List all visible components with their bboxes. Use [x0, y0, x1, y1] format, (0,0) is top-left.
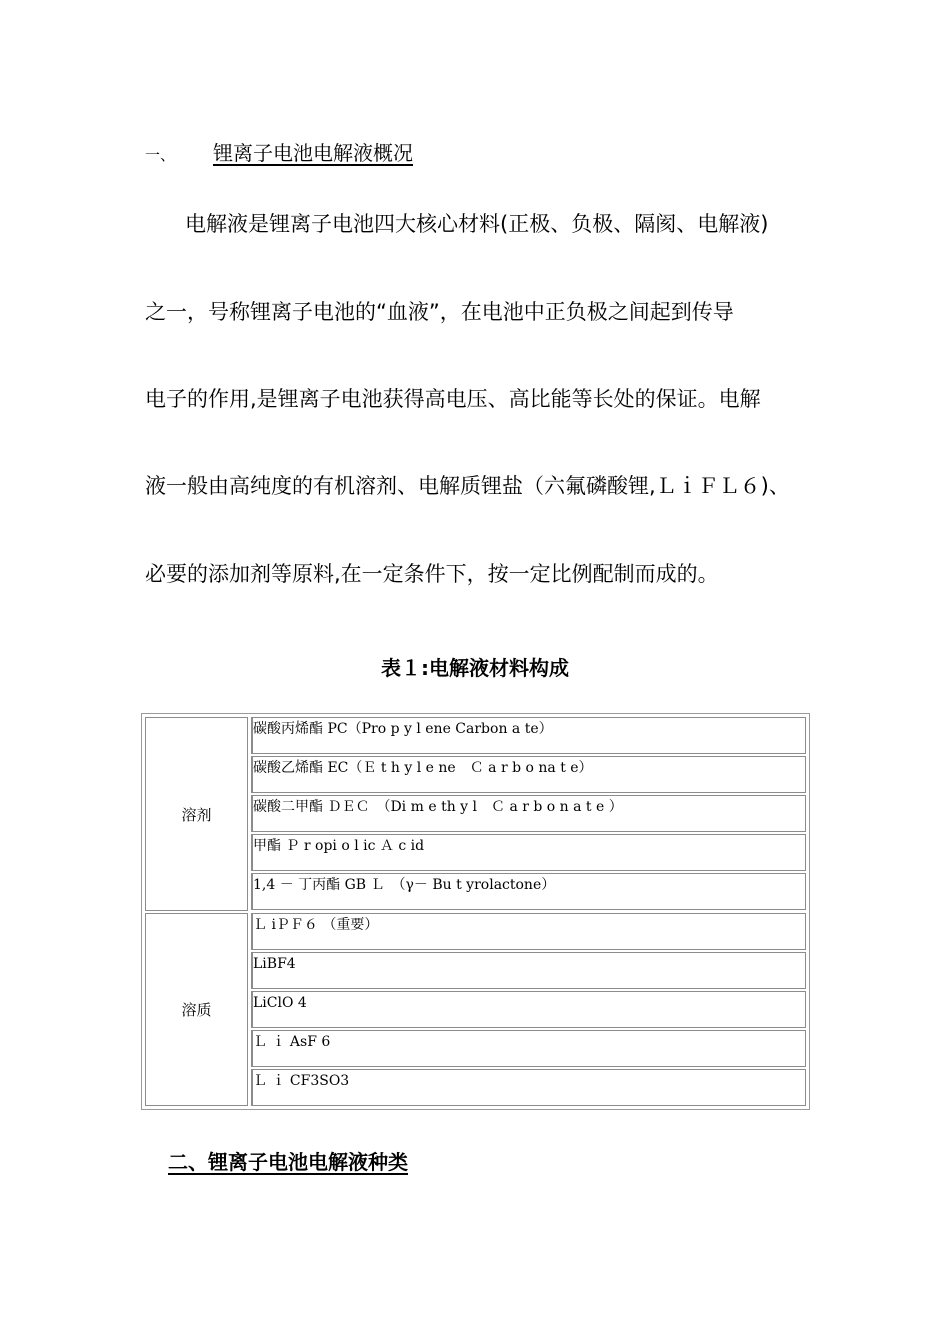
table-group-solute	[145, 913, 806, 1106]
table-group-solvent	[145, 717, 806, 911]
paragraph-line-5: 必要的添加剂等原料,在一定条件下，按一定比例配制而成的。	[145, 562, 719, 586]
section-1-number: 一、	[145, 146, 176, 164]
paragraph-line-4: 液一般由高纯度的有机溶剂、电解质锂盐（六氟磷酸锂,ＬｉＦＬ６)、	[145, 474, 790, 498]
table-cell: 1,4 － 丁丙酯 GB Ｌ （γ－ Bu t yrolactone）	[251, 873, 806, 910]
table-cell: 甲酯 Ｐ r opi o l ic Ａ c id	[251, 834, 806, 871]
table-cell: LiClO 4	[251, 991, 806, 1028]
paragraph-line-2: 之一，号称锂离子电池的“血液”，在电池中正负极之间起到传导	[145, 300, 734, 324]
table-cell: LiBF4	[251, 952, 806, 989]
table-cell: Ｌ iＰＦ６ （重要）	[251, 913, 806, 950]
electrolyte-materials-table	[141, 713, 810, 1110]
group-label: 溶质	[145, 913, 248, 1106]
table-cell: Ｌ ｉ CF3SO3	[251, 1069, 806, 1106]
table-caption: 表１:电解液材料构成	[381, 656, 569, 680]
group-label: 溶剂	[145, 717, 248, 911]
table-cell: 碳酸二甲酯 ＤＥＣ （Di m e th y l Ｃ a r b o n a t e ）	[251, 795, 806, 832]
section-1-title: 锂离子电池电解液概况	[213, 141, 413, 165]
table-cell: Ｌ ｉ AsF 6	[251, 1030, 806, 1067]
paragraph-line-1: 电解液是锂离子电池四大核心材料(正极、负极、隔阂、电解液)	[185, 212, 769, 236]
section-2-heading: 二、锂离子电池电解液种类	[168, 1150, 408, 1174]
section-1-heading	[145, 140, 413, 166]
table-cell: 碳酸丙烯酯 PC（Pro p y l ene Carbon a te）	[251, 717, 806, 754]
paragraph-line-3: 电子的作用,是锂离子电池获得高电压、高比能等长处的保证。电解	[145, 387, 761, 411]
table-cell: 碳酸乙烯酯 EC（Ｅ t h y l e ne Ｃ a r b o na t e）	[251, 756, 806, 793]
